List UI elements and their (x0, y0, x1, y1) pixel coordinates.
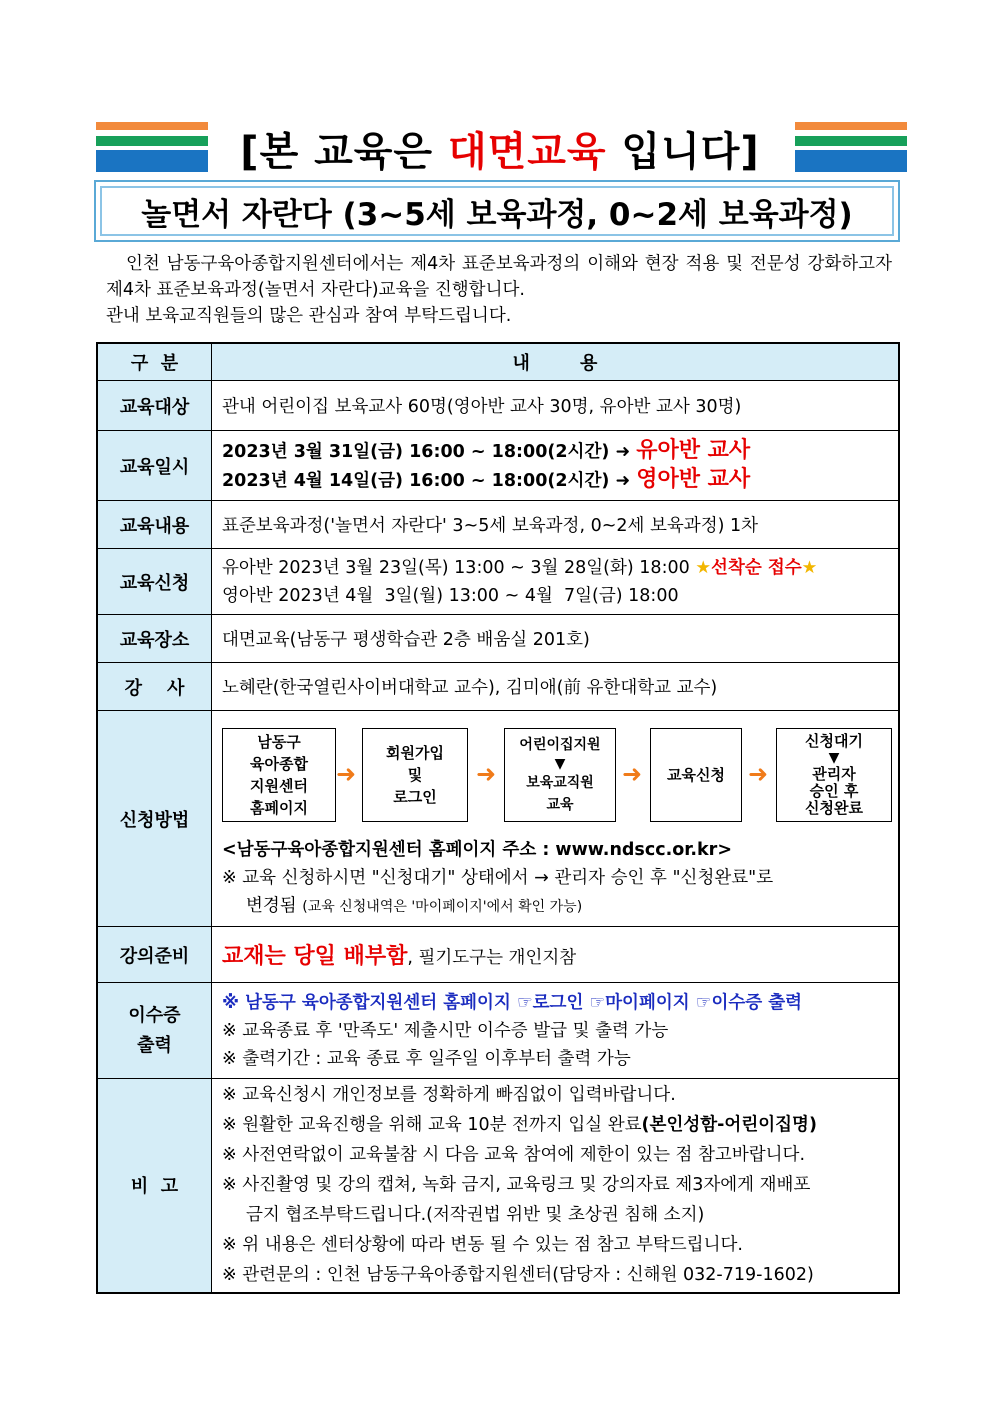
flow-step-1-line-4: 홈페이지 (250, 799, 308, 817)
flow-step-4-line-1: 교육신청 (667, 766, 725, 784)
title-suffix: 입니다] (606, 129, 760, 175)
label-lecturer: 강 사 (97, 663, 212, 711)
flow-step-5-line-1: 신청대기 (805, 732, 863, 750)
title-prefix: [본 교육은 (240, 129, 448, 175)
star-icon: ★ (695, 557, 712, 578)
flow-step-1-line-2: 육아종합 (250, 755, 308, 773)
label-cert-line-1: 이수증 (128, 1004, 181, 1026)
star-icon: ★ (801, 557, 818, 578)
cert-cell (212, 983, 900, 1079)
target-text: 관내 어린이집 보육교사 60명(영아반 교사 30명, 유아반 교사 30명) (212, 381, 900, 431)
content-text: 표준보육과정('놀면서 자란다' 3~5세 보육과정, 0~2세 보육과정) 1차 (212, 501, 900, 549)
place-text: 대면교육(남동구 평생학습관 2층 배움실 201호) (212, 615, 900, 663)
flow-step-3-line-4: 교육 (546, 797, 574, 813)
remarks-line-2-bold: (본인성함-어린이집명) (641, 1115, 817, 1136)
row-prep (97, 927, 899, 983)
flow-step-1-line-3: 지원센터 (250, 777, 308, 795)
row-place (97, 615, 899, 663)
page-title (210, 120, 790, 177)
arrow-down-icon: ▼ (554, 756, 566, 772)
flow-step-5-line-5: 신청완료 (805, 799, 863, 817)
schedule-cell (212, 431, 900, 501)
schedule-row1-accent: 유아반 교사 (636, 437, 751, 463)
arrow-right-icon: ➜ (476, 760, 497, 788)
label-cert-line-2: 출력 (137, 1034, 172, 1056)
cert-line-1: ※ 남동구 육아종합지원센터 홈페이지 ☞로그인 ☞마이페이지 ☞이수증 출력 (222, 992, 803, 1013)
schedule-row2-text: 2023년 4월 14일(금) 16:00 ~ 18:00(2시간) ➜ (222, 470, 631, 491)
label-cert (97, 983, 212, 1079)
prep-accent: 교재는 당일 배부함 (222, 944, 408, 969)
flow-step-signup (362, 728, 468, 822)
method-note-2-small: (교육 신청내역은 '마이페이지'에서 확인 가능) (302, 899, 583, 915)
schedule-row2-accent: 영아반 교사 (636, 466, 751, 492)
flow-step-2-line-3: 로그인 (393, 788, 437, 806)
flow-step-1-line-1: 남동구 (257, 733, 301, 751)
header-content: 내 용 (212, 343, 900, 381)
method-note-2-main: 변경됨 (246, 896, 297, 916)
intro-text (106, 251, 892, 329)
label-remarks: 비 고 (97, 1079, 212, 1293)
arrow-right-icon: ➜ (748, 760, 769, 788)
row-schedule (97, 431, 899, 501)
arrow-right-icon: ➜ (336, 760, 357, 788)
label-apply: 교육신청 (97, 549, 212, 615)
table-header-row (97, 343, 899, 381)
row-lecturer (97, 663, 899, 711)
apply-row1-accent: 선착순 접수 (711, 557, 802, 578)
label-prep: 강의준비 (97, 927, 212, 983)
label-place: 교육장소 (97, 615, 212, 663)
flow-step-3-line-3: 보육교직원 (526, 775, 594, 791)
info-table (96, 342, 900, 1294)
flow-step-5-line-4: 승인 후 (809, 782, 859, 800)
intro-line-2: 관내 보육교직원들의 많은 관심과 참여 부탁드립니다. (106, 306, 512, 326)
row-target (97, 381, 899, 431)
method-note-1: ※ 교육 신청하시면 "신청대기" 상태에서 → 관리자 승인 후 "신청완료"로 (222, 868, 774, 888)
header-stripe-right (795, 122, 907, 172)
title-accent: 대면교육 (448, 129, 607, 175)
remarks-line-2-text: ※ 원활한 교육진행을 위해 교육 10분 전까지 입실 완료 (222, 1115, 642, 1136)
application-flow (222, 720, 888, 836)
method-note-2 (222, 892, 888, 921)
method-cell (212, 711, 900, 927)
row-remarks (97, 1079, 899, 1293)
row-cert (97, 983, 899, 1079)
flow-step-2-line-2: 및 (407, 766, 423, 784)
flow-step-center-support (504, 728, 616, 822)
intro-line-1: 인천 남동구육아종합지원센터에서는 제4차 표준보육과정의 이해와 현장 적용 및 전문성 강화하고자 제4차 표준보육과정(놀면서 자란다)교육을 진행합니다. (106, 254, 892, 300)
header-label: 구 분 (97, 343, 212, 381)
schedule-line-1 (222, 437, 888, 466)
schedule-row1-text: 2023년 3월 31일(금) 16:00 ~ 18:00(2시간) ➜ (222, 441, 631, 462)
apply-line-2: 영아반 2023년 4월 3일(월) 13:00 ~ 4월 7일(금) 18:00 (222, 585, 679, 606)
row-content (97, 501, 899, 549)
remarks-line-1: ※ 교육신청시 개인정보를 정확하게 빠짐없이 입력바랍니다. (222, 1085, 676, 1106)
schedule-line-2 (222, 466, 888, 495)
row-method (97, 711, 899, 927)
label-method: 신청방법 (97, 711, 212, 927)
arrow-right-icon: ➜ (622, 760, 643, 788)
label-target: 교육대상 (97, 381, 212, 431)
apply-line-1 (222, 554, 888, 582)
flow-step-2-line-1: 회원가입 (386, 744, 444, 762)
remarks-line-5: 금지 협조부탁드립니다.(저작권법 위반 및 초상권 침해 소지) (246, 1205, 705, 1226)
header-stripe-left (96, 122, 208, 172)
arrow-down-icon: ▼ (828, 750, 840, 766)
flow-step-homepage (222, 728, 336, 822)
prep-cell (212, 927, 900, 983)
remarks-line-2 (222, 1110, 888, 1140)
cert-line-2: ※ 교육종료 후 '만족도' 제출시만 이수증 발급 및 출력 가능 (222, 1020, 669, 1041)
apply-cell (212, 549, 900, 615)
cert-line-3: ※ 출력기간 : 교육 종료 후 일주일 이후부터 출력 가능 (222, 1048, 631, 1069)
subtitle-box (94, 180, 900, 242)
remarks-line-4: ※ 사진촬영 및 강의 캡쳐, 녹화 금지, 교육링크 및 강의자료 제3자에게 재배포 (222, 1175, 811, 1196)
remarks-line-6: ※ 위 내용은 센터상황에 따라 변동 될 수 있는 점 참고 부탁드립니다. (222, 1235, 743, 1256)
row-apply (97, 549, 899, 615)
homepage-address: <남동구육아종합지원센터 홈페이지 주소 : www.ndscc.or.kr> (222, 840, 732, 860)
prep-text: , 필기도구는 개인지참 (407, 948, 577, 968)
flow-step-5-line-3: 관리자 (812, 765, 856, 783)
subtitle: 놀면서 자란다 (3~5세 보육과정, 0~2세 보육과정) (100, 186, 894, 236)
flow-step-apply (650, 728, 742, 822)
label-content: 교육내용 (97, 501, 212, 549)
remarks-line-3: ※ 사전연락없이 교육불참 시 다음 교육 참여에 제한이 있는 점 참고바랍니다. (222, 1145, 806, 1166)
remarks-cell (212, 1079, 900, 1293)
flow-step-3-line-1: 어린이집지원 (519, 737, 601, 753)
remarks-line-7: ※ 관련문의 : 인천 남동구육아종합지원센터(담당자 : 신해원 032-719-1602) (222, 1265, 814, 1286)
lecturer-text: 노혜란(한국열린사이버대학교 교수), 김미애(前 유한대학교 교수) (212, 663, 900, 711)
apply-row1-text: 유아반 2023년 3월 23일(목) 13:00 ~ 3월 28일(화) 18:00 (222, 557, 690, 578)
flow-step-waiting (776, 728, 892, 822)
label-schedule: 교육일시 (97, 431, 212, 501)
